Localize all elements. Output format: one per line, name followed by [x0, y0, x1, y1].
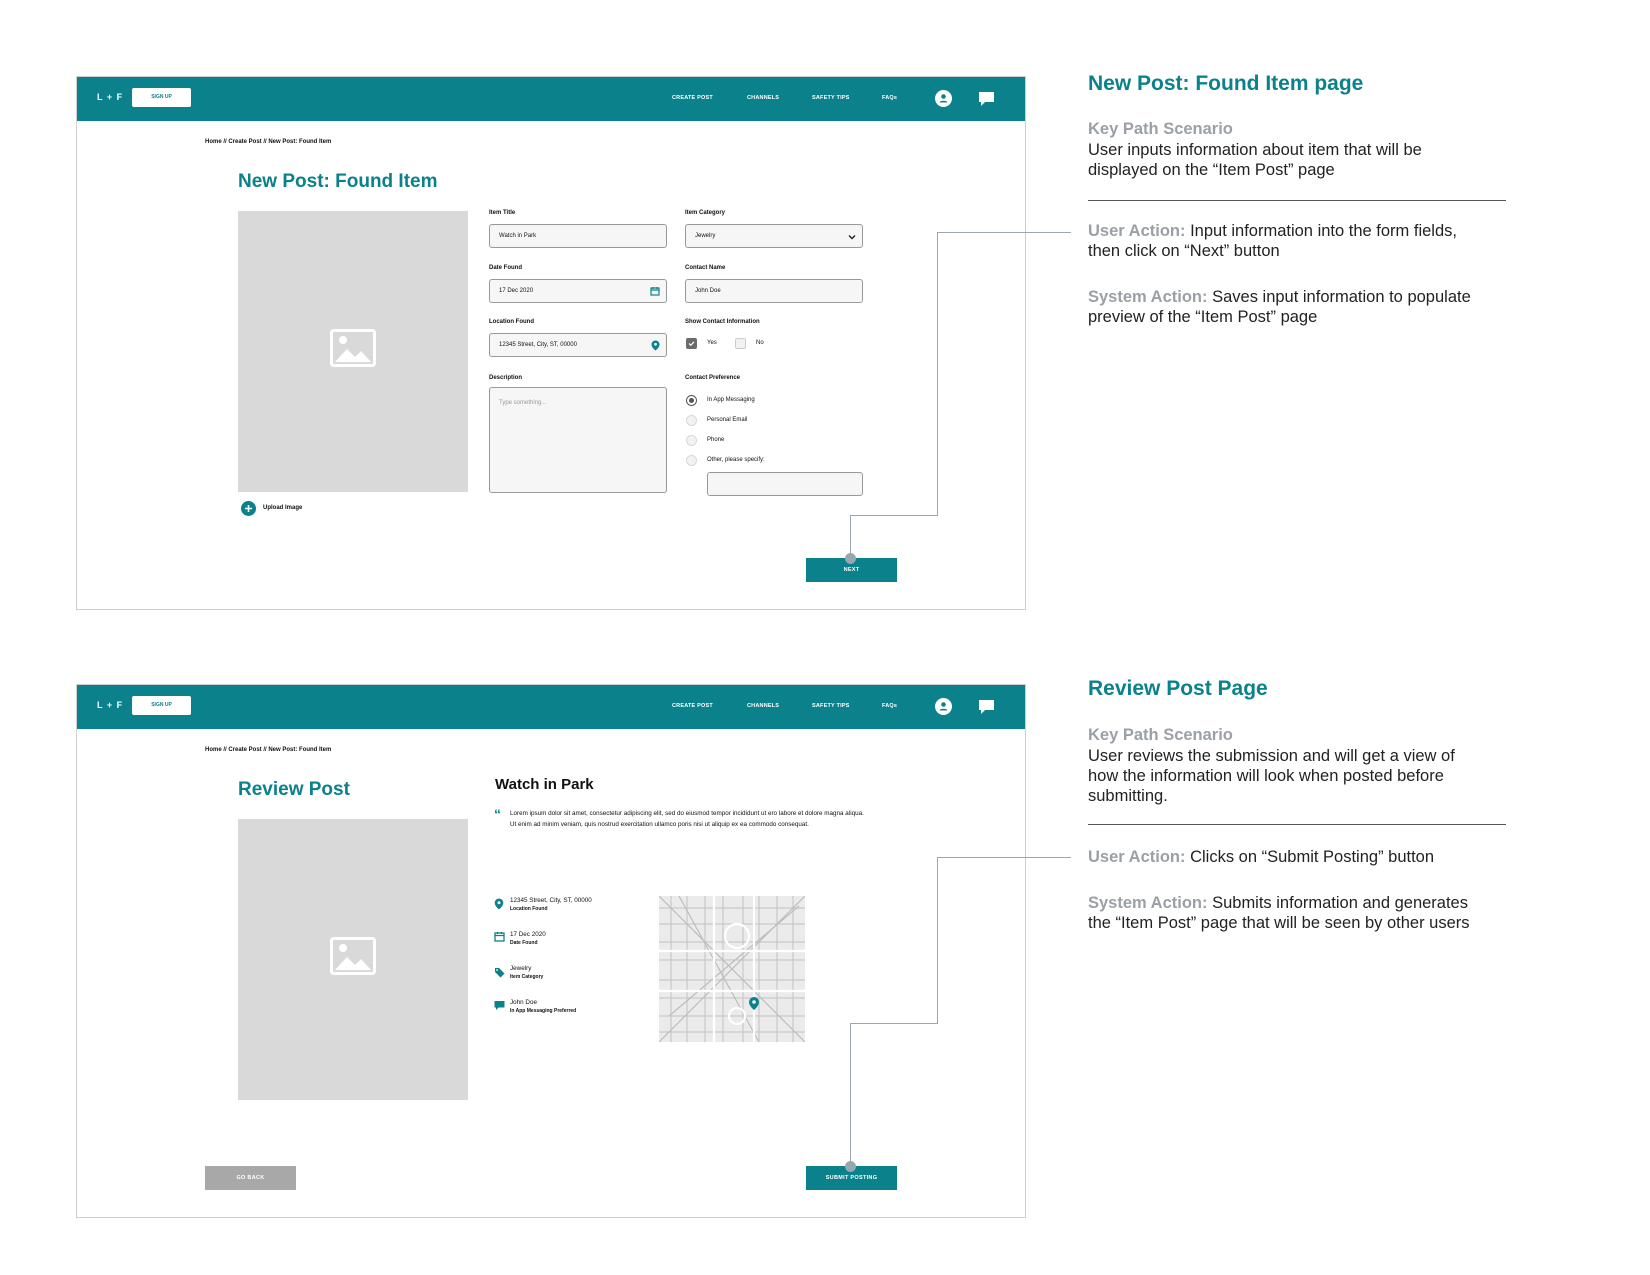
divider	[1088, 824, 1506, 825]
notes-title-1: New Post: Found Item page	[1088, 72, 1364, 95]
connector-line	[937, 857, 938, 1023]
quote-icon: “	[494, 806, 501, 822]
connector-line	[850, 1023, 851, 1166]
user-action-text: Input information into the form fields, then click on “Next” button	[1088, 222, 1457, 260]
user-action-label: User Action:	[1088, 848, 1186, 866]
show-contact-yes-label: Yes	[707, 340, 717, 346]
connector-line	[937, 232, 1071, 233]
map-image[interactable]	[659, 896, 805, 1042]
preview-location: 12345 Street, City, ST, 00000	[510, 897, 592, 904]
nav-safety-tips[interactable]: SAFETY TIPS	[812, 95, 850, 101]
breadcrumb[interactable]: Home // Create Post // New Post: Found Item	[205, 747, 332, 753]
pref-in-app-label: In App Messaging	[707, 397, 755, 403]
calendar-icon	[494, 931, 505, 942]
nav-safety-tips[interactable]: SAFETY TIPS	[812, 703, 850, 709]
show-contact-yes-checkbox[interactable]	[686, 338, 697, 349]
pref-phone-radio[interactable]	[686, 435, 697, 446]
location-pin-icon	[494, 898, 504, 910]
kps-label-1: Key Path Scenario	[1088, 120, 1233, 138]
nav-faqs[interactable]: FAQs	[882, 703, 898, 709]
show-contact-no-label: No	[756, 340, 764, 346]
user-action-label: User Action:	[1088, 222, 1186, 240]
upload-image-link[interactable]: Upload Image	[263, 505, 303, 511]
item-category-value: Jewelry	[695, 233, 716, 239]
location-pin-icon[interactable]	[651, 340, 660, 351]
show-contact-label: Show Contact Information	[685, 319, 760, 325]
preview-date: 17 Dec 2020	[510, 931, 546, 938]
submit-posting-button[interactable]: SUBMIT POSTING	[806, 1166, 897, 1190]
preview-category-label: Item Category	[510, 974, 544, 980]
description-label: Description	[489, 375, 523, 381]
chat-icon[interactable]	[978, 698, 995, 715]
connector-line	[850, 1023, 938, 1024]
nav-create-post[interactable]: CREATE POST	[672, 703, 713, 709]
notes-title-2: Review Post Page	[1088, 677, 1268, 700]
pref-email-label: Personal Email	[707, 417, 748, 423]
date-found-input[interactable]	[489, 279, 667, 303]
preview-category: Jewelry	[510, 965, 532, 972]
system-action-text: Saves input information to populate preview of the “Item Post” page	[1088, 288, 1471, 326]
chat-icon	[494, 1000, 505, 1011]
item-title-label: Item Title	[489, 210, 516, 216]
chevron-down-icon	[848, 233, 856, 241]
plus-icon[interactable]	[241, 501, 256, 516]
contact-name-input[interactable]: John Doe	[685, 279, 863, 303]
item-title-input[interactable]: Watch in Park	[489, 224, 667, 248]
preview-description: Lorem ipsum dolor sit amet, consectetur adipiscing elit, sed do eiusmod tempor incididunt ut ero labore et dolore magna aliqua. Ut enim ad minim veniam, quis nostrud exercitation ullamco poris nisi ut aliquip ex ea commodo consequat.	[510, 810, 864, 828]
description-textarea[interactable]: Type something...	[489, 387, 667, 493]
system-action-label: System Action:	[1088, 288, 1208, 306]
pref-other-radio[interactable]	[686, 455, 697, 466]
kps-text-2: User reviews the submission and will get a view of how the information will look when posted before submitting.	[1088, 747, 1455, 805]
tag-icon	[494, 967, 505, 978]
preview-contact-label: In App Messaging Preferred	[510, 1008, 577, 1014]
top-nav	[77, 77, 1025, 121]
pref-other-label: Other, please specify:	[707, 457, 765, 463]
pref-other-input[interactable]	[707, 472, 863, 496]
connector-line	[850, 515, 938, 516]
image-placeholder[interactable]	[238, 211, 468, 492]
logo: L + F	[97, 92, 124, 102]
logo: L + F	[97, 700, 124, 710]
nav-channels[interactable]: CHANNELS	[747, 95, 780, 101]
review-post-wireframe	[76, 684, 1026, 1218]
image-placeholder	[238, 819, 468, 1100]
image-icon	[330, 329, 376, 367]
chat-icon[interactable]	[978, 90, 995, 107]
system-action-1	[1088, 287, 1498, 327]
divider	[1088, 200, 1506, 201]
connector-line	[850, 515, 851, 558]
calendar-icon[interactable]	[650, 286, 660, 296]
connector-line	[937, 232, 938, 515]
pref-in-app-radio[interactable]	[686, 395, 697, 406]
pref-email-radio[interactable]	[686, 415, 697, 426]
kps-text-1: User inputs information about item that will be displayed on the “Item Post” page	[1088, 141, 1422, 179]
go-back-button[interactable]: GO BACK	[205, 1166, 296, 1190]
image-icon	[330, 937, 376, 975]
breadcrumb[interactable]: Home // Create Post // New Post: Found Item	[205, 139, 332, 145]
new-post-wireframe	[76, 76, 1026, 610]
pref-phone-label: Phone	[707, 437, 725, 443]
preview-date-label: Date Found	[510, 940, 538, 946]
signup-button[interactable]: SIGN UP	[132, 696, 191, 715]
page-title: New Post: Found Item	[238, 171, 438, 192]
preview-contact: John Doe	[510, 999, 537, 1006]
show-contact-no-checkbox[interactable]	[735, 338, 746, 349]
preview-location-label: Location Found	[510, 906, 548, 912]
date-found-value: 17 Dec 2020	[499, 288, 534, 294]
contact-name-label: Contact Name	[685, 265, 726, 271]
nav-channels[interactable]: CHANNELS	[747, 703, 780, 709]
next-button[interactable]: NEXT	[806, 558, 897, 582]
location-found-label: Location Found	[489, 319, 534, 325]
user-action-text: Clicks on “Submit Posting” button	[1185, 848, 1435, 866]
check-icon	[687, 339, 696, 348]
item-category-label: Item Category	[685, 210, 726, 216]
signup-button[interactable]: SIGN UP	[132, 88, 191, 107]
top-nav	[77, 685, 1025, 729]
location-found-value: 12345 Street, City, ST, 00000	[499, 342, 577, 348]
page-title: Review Post	[238, 779, 350, 800]
system-action-text: Submits information and generates the “Item Post” page that will be seen by other users	[1088, 894, 1470, 932]
contact-preference-label: Contact Preference	[685, 375, 741, 381]
user-icon[interactable]	[935, 698, 952, 715]
nav-create-post[interactable]: CREATE POST	[672, 95, 713, 101]
connector-dot	[845, 553, 856, 564]
kps-label-2: Key Path Scenario	[1088, 726, 1233, 744]
user-action-1	[1088, 221, 1488, 261]
preview-item-title: Watch in Park	[495, 776, 594, 793]
date-found-label: Date Found	[489, 265, 522, 271]
system-action-2	[1088, 893, 1493, 933]
nav-faqs[interactable]: FAQs	[882, 95, 898, 101]
user-icon[interactable]	[935, 90, 952, 107]
item-category-select[interactable]	[685, 224, 863, 248]
user-action-2	[1088, 847, 1488, 867]
system-action-label: System Action:	[1088, 894, 1208, 912]
location-found-input[interactable]	[489, 333, 667, 357]
connector-dot	[845, 1161, 856, 1172]
connector-line	[937, 857, 1071, 858]
